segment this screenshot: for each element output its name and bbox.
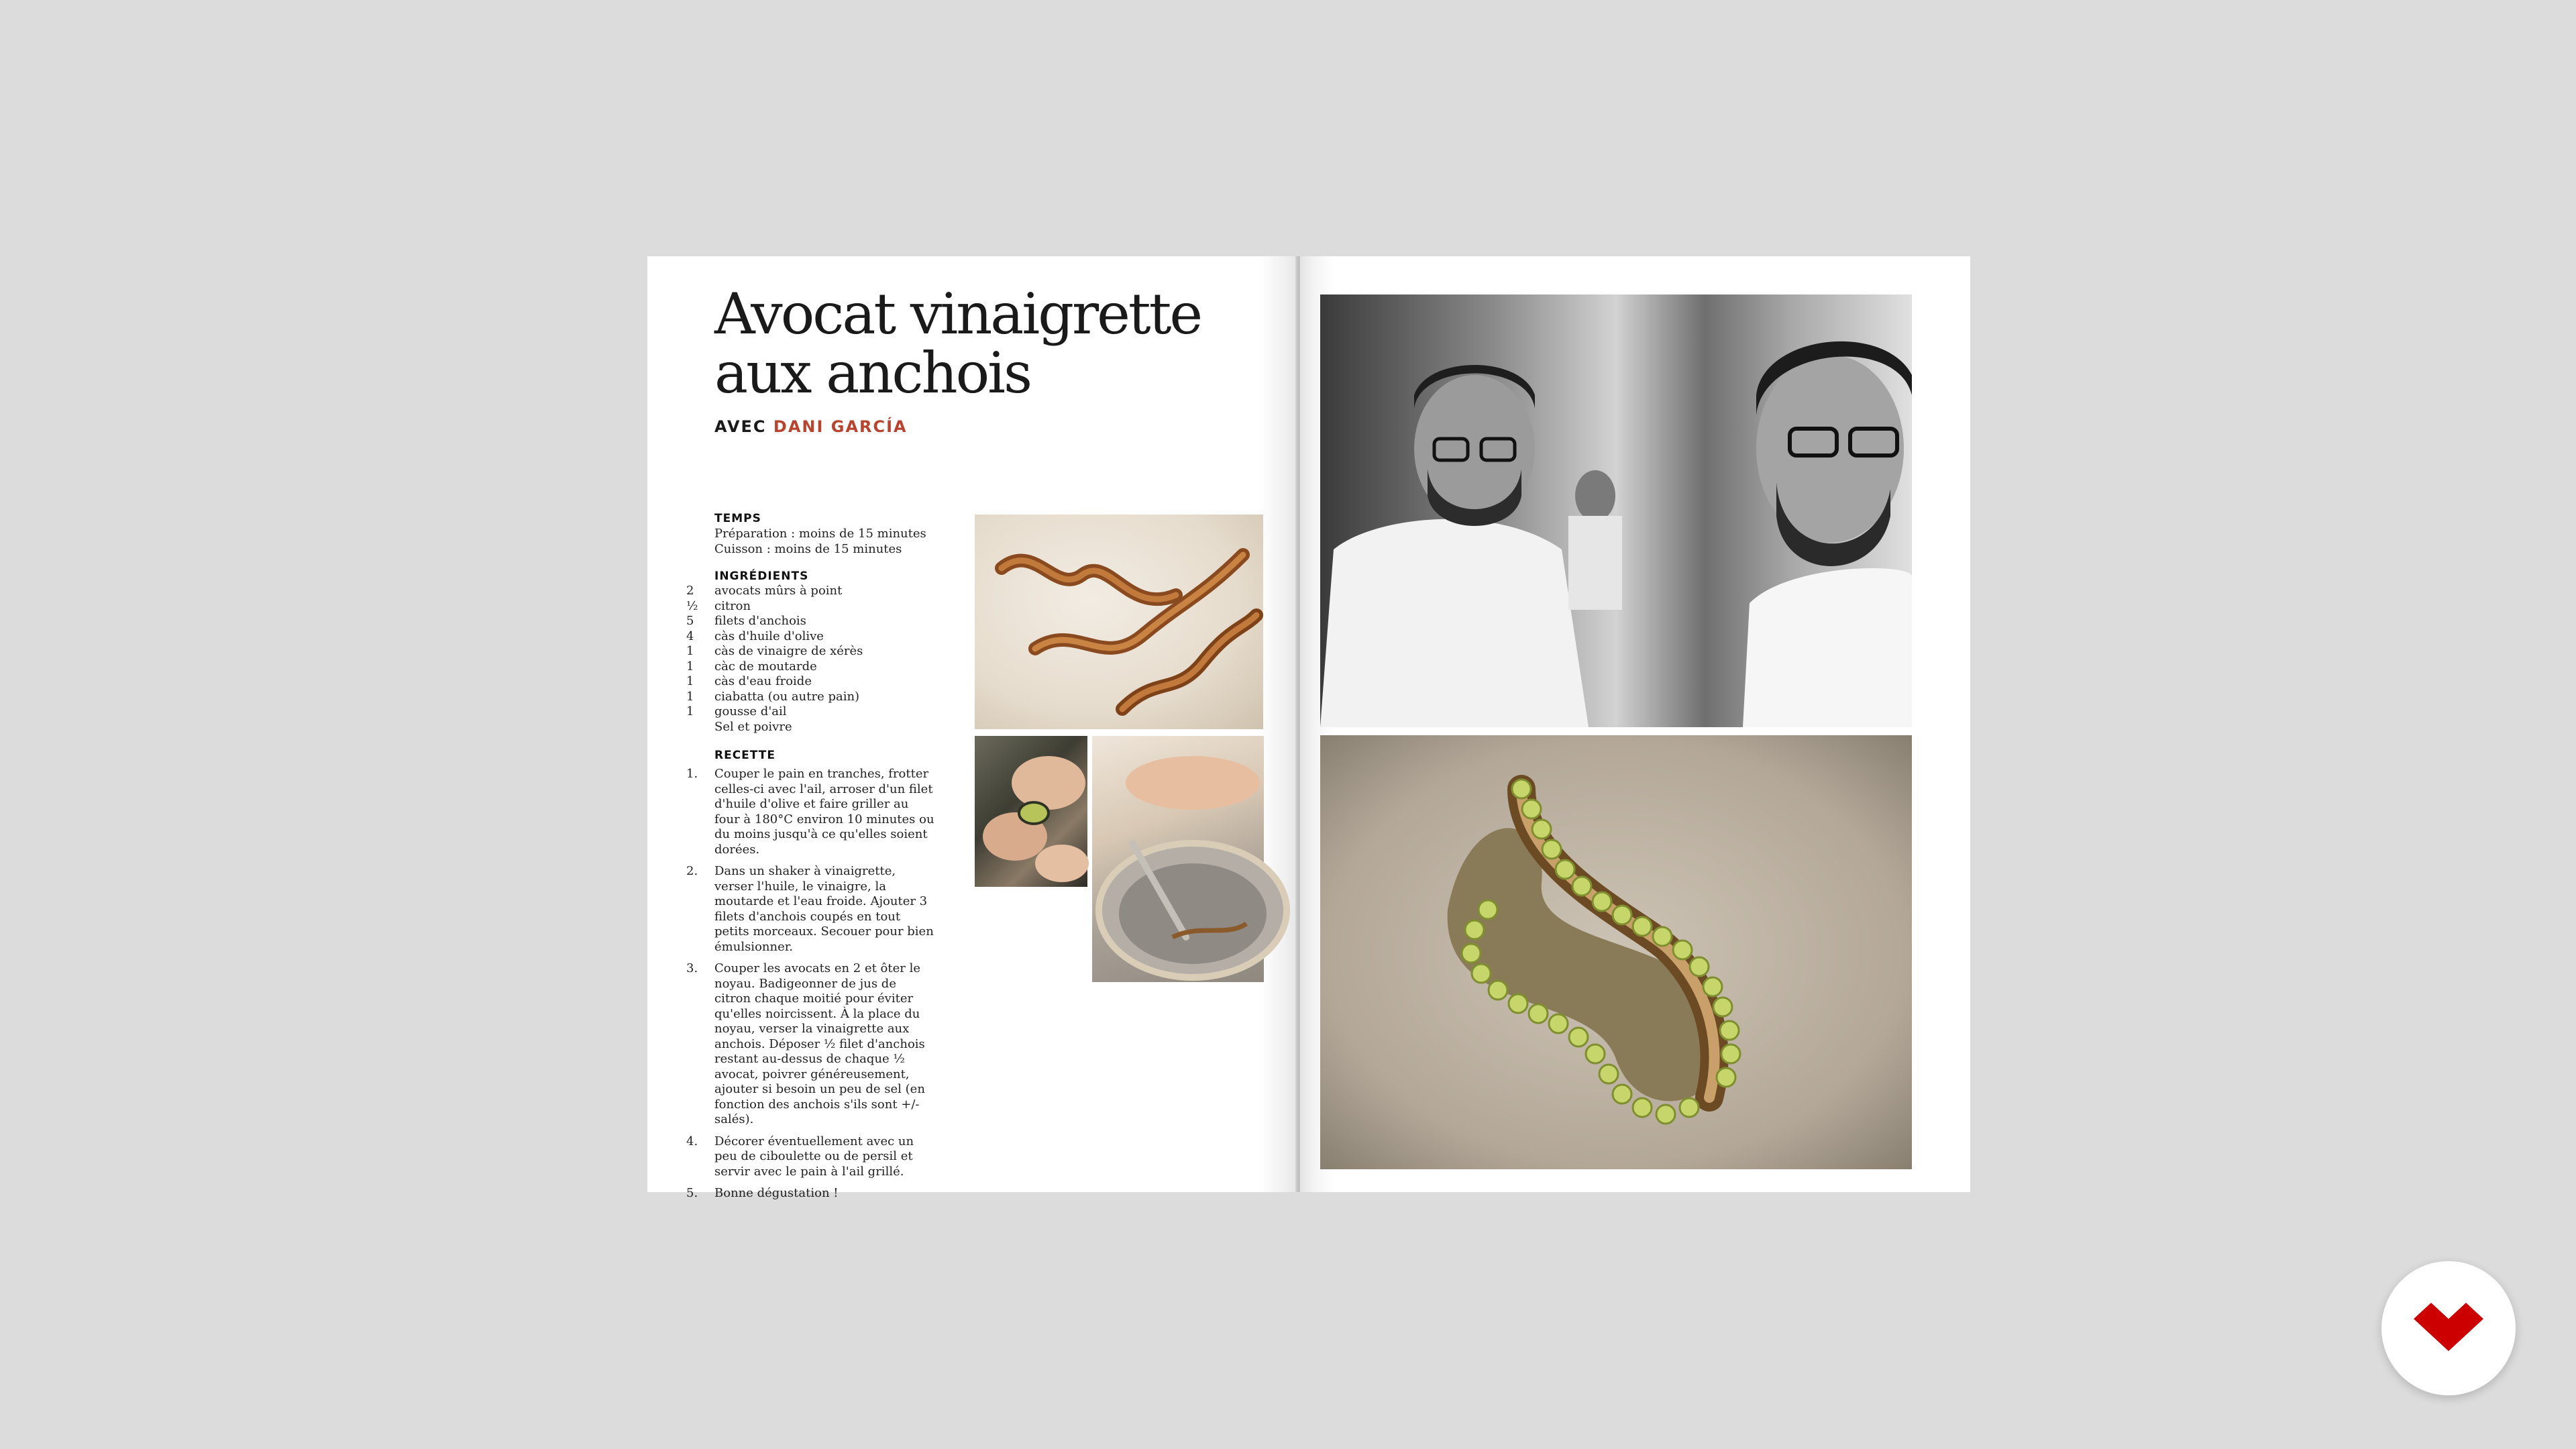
step-number: 1. xyxy=(686,767,698,781)
plated-dish-photo xyxy=(1320,735,1912,1169)
step-number: 5. xyxy=(686,1186,698,1200)
ingredient-item xyxy=(686,584,934,599)
time-cook: Cuisson : moins de 15 minutes xyxy=(714,542,902,556)
hands-plating-photo xyxy=(975,736,1087,887)
ingredient-item xyxy=(686,659,934,675)
ingredient-item xyxy=(686,704,934,720)
left-page xyxy=(647,256,1298,1200)
ingredient-qty: 1 xyxy=(686,659,694,674)
ingredient-qty: 4 xyxy=(686,629,694,643)
ingredient-item xyxy=(686,690,934,705)
ingredient-item xyxy=(686,629,934,645)
step-text: Couper le pain en tranches, frotter celles-ci avec l'ail, arroser d'un filet d'huile d'olive et faire griller au four à 180°C environ 10 minutes ou du moins jusqu'à ce qu'elles soient dorées. xyxy=(714,767,934,857)
step-text: Bonne dégustation ! xyxy=(714,1186,839,1200)
method-step xyxy=(686,864,934,955)
recipe-title-line-2: aux anchois xyxy=(714,340,1031,406)
byline-prefix: AVEC xyxy=(714,417,767,436)
ingredient-item xyxy=(686,720,934,735)
ingredient-qty: 5 xyxy=(686,614,694,628)
step-number: 3. xyxy=(686,961,698,975)
brand-logo-button[interactable] xyxy=(2381,1261,2516,1395)
recipe-text-column xyxy=(686,511,934,1208)
method-step xyxy=(686,961,934,1128)
ingredient-item xyxy=(686,674,934,690)
chef-byline xyxy=(714,417,908,436)
ingredient-name: citron xyxy=(714,598,751,613)
ingredients-heading: INGRÉDIENTS xyxy=(714,570,809,583)
recipe-title xyxy=(714,281,1224,406)
hands-sauce-photo xyxy=(1092,736,1264,982)
ingredient-item xyxy=(686,599,934,614)
ingredient-name: càc de moutarde xyxy=(714,659,817,674)
step-number: 4. xyxy=(686,1134,698,1148)
anchovy-fillets-photo xyxy=(975,515,1263,729)
ingredient-name: càs d'huile d'olive xyxy=(714,629,824,643)
ingredient-qty: ½ xyxy=(686,598,698,613)
method-step xyxy=(686,767,934,857)
right-page xyxy=(1300,256,1970,1192)
byline-chef-name: DANI GARCÍA xyxy=(773,417,908,436)
step-text: Couper les avocats en 2 et ôter le noyau. Badigeonner de jus de citron chaque moitié pour éviter qu'elles noircissent. À la place du noyau, verser la vinaigrette aux anchois. Déposer ½ filet d'anchois restant au-dessus de chaque ½ avocat, poivrer généreusement, ajouter si besoin un peu de sel (en fonction des anchois s'ils sont +/- salés). xyxy=(714,961,925,1126)
ingredient-qty: 2 xyxy=(686,584,694,598)
chef-portrait-photo xyxy=(1320,294,1912,727)
ingredient-qty: 1 xyxy=(686,689,694,704)
ingredient-name: filets d'anchois xyxy=(714,614,806,628)
ingredient-name: ciabatta (ou autre pain) xyxy=(714,689,860,704)
ingredient-name: càs de vinaigre de xérès xyxy=(714,644,863,658)
ingredient-item xyxy=(686,614,934,629)
ingredient-qty: 1 xyxy=(686,644,694,658)
method-step xyxy=(686,1186,934,1201)
time-prep: Préparation : moins de 15 minutes xyxy=(714,527,926,541)
ingredient-name: avocats mûrs à point xyxy=(714,584,843,598)
page-spread xyxy=(647,256,1970,1200)
method-step xyxy=(686,1134,934,1180)
ingredient-item xyxy=(686,644,934,659)
step-text: Dans un shaker à vinaigrette, verser l'huile, le vinaigre, la moutarde et l'eau froide. Ajouter 3 filets d'anchois coupés en tout petits morceaux. Secouer pour bien émulsionner. xyxy=(714,864,934,954)
ingredient-name: Sel et poivre xyxy=(714,719,792,734)
step-text: Décorer éventuellement avec un peu de ciboulette ou de persil et servir avec le pain à l'ail grillé. xyxy=(714,1134,914,1179)
step-number: 2. xyxy=(686,864,698,878)
recipe-title-line-1: Avocat vinaigrette xyxy=(714,281,1201,347)
ingredient-qty: 1 xyxy=(686,674,694,688)
method-heading: RECETTE xyxy=(714,749,775,762)
ingredient-qty: 1 xyxy=(686,704,694,718)
ingredient-qty xyxy=(686,720,714,735)
ingredient-name: gousse d'ail xyxy=(714,704,787,718)
time-heading: TEMPS xyxy=(714,512,761,525)
ingredient-name: càs d'eau froide xyxy=(714,674,812,688)
